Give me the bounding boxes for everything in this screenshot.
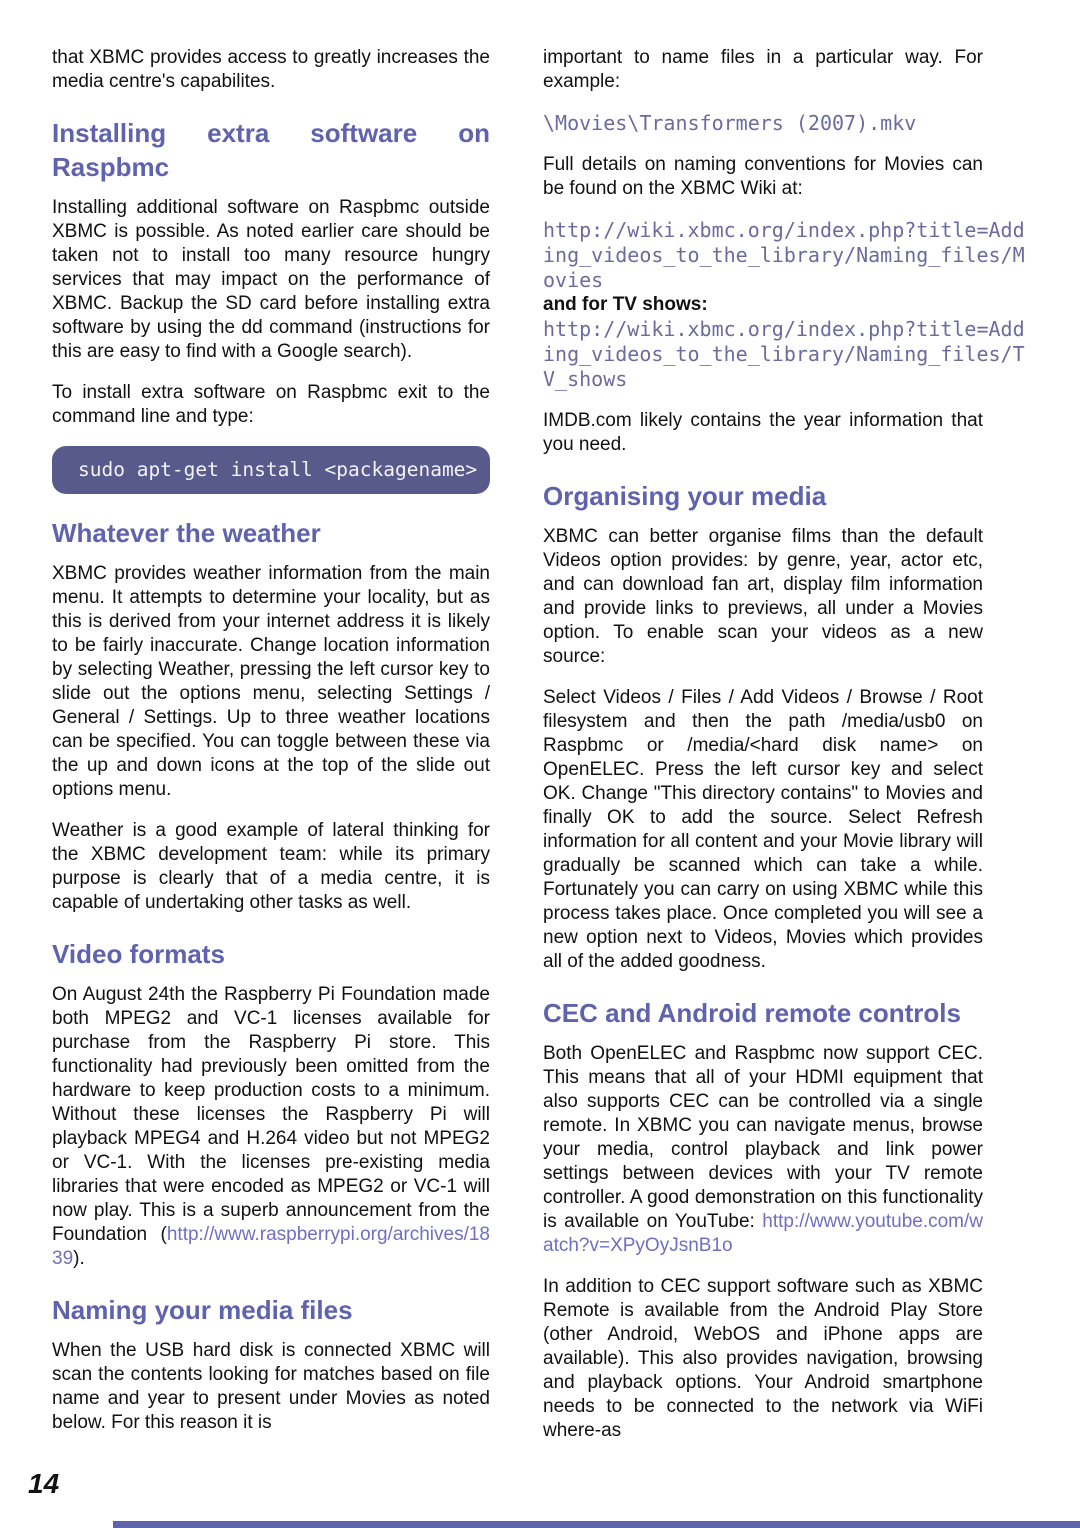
paragraph-installing-2: To install extra software on Raspbmc exit to the command line and type: [52, 382, 490, 427]
raspberrypi-archives-link[interactable]: http://www.raspberrypi.org/archives/1839 [52, 1224, 490, 1269]
section-heading-whatever-the-weather: Whatever the weather [52, 518, 321, 548]
paragraph-weather-1: XBMC provides weather information from the main menu. It attempts to determine your locality, but as this is derived from your internet address it is likely to be fairly inaccurate. Change location information by selecting Weather, pressing the left cursor key to slide out the options menu, selecting Settings / General / Settings. Up to three weather locations can be specified. You can toggle between these via the up and down icons at the top of the slide out options menu. [52, 563, 490, 800]
paragraph-video-formats-text: On August 24th the Raspberry Pi Foundation made both MPEG2 and VC-1 licenses available for purchase from the Raspberry Pi store. This functionality had previously been omitted from the hardware to keep production costs to a minimum. Without these licenses the Raspberry Pi will playback MPEG4 and H.264 video but not MPEG2 or VC-1. With the licenses pre-existing media libraries that were encoded as MPEG2 or VC-1 will now play. This is a superb announcement from the Foundation [52, 984, 490, 1245]
footer-accent-bar [113, 1521, 1080, 1528]
right-column [543, 46, 1035, 1460]
xbmc-wiki-tv-shows-link[interactable]: http://wiki.xbmc.org/index.php?title=Adding_videos_to_the_library/Naming_files/TV_shows [543, 317, 1025, 391]
youtube-demo-link[interactable]: http://www.youtube.com/watch?v=XPyOyJsnB1o [543, 1211, 984, 1256]
paragraph-installing-1: Installing additional software on Raspbmc outside XBMC is possible. As noted earlier care should be taken not to install too many resource hungry services that may impact on the performance of XBMC. Backup the SD card before installing extra software by using the dd command (instructions for this are easy to find with a Google search). [52, 197, 490, 362]
section-heading-installing-extra-software: Installing extra software on Raspbmc [52, 118, 490, 182]
paragraph-continuation-capabilities: that XBMC provides access to greatly increases the media centre's capabilites. [52, 47, 490, 92]
section-heading-video-formats: Video formats [52, 939, 225, 969]
paragraph-organising-2: Select Videos / Files / Add Videos / Browse / Root filesystem and then the path /media/usb0 on Raspbmc or /media/<hard disk name> on OpenELEC. Press the left cursor key and select OK. Change "This directory contains" to Movies and finally OK to add the source. Select Refresh information for all content and your Movie library will gradually be scanned which can take a while. Fortunately you can carry on using XBMC while this process takes place. Once completed you will see a new option next to Videos, Movies which provides all of the added goodness. [543, 687, 983, 972]
paragraph-naming-conventions: Full details on naming conventions for Movies can be found on the XBMC Wiki at: [543, 154, 983, 199]
link-prefix-paren: ( [160, 1224, 167, 1245]
paragraph-video-formats [52, 983, 490, 1271]
paragraph-continuation-naming: important to name files in a particular way. For example: [543, 47, 983, 92]
tv-shows-label: and for TV shows: [543, 294, 708, 315]
example-file-path: \Movies\Transformers (2007).mkv [543, 111, 917, 135]
paragraph-cec-1 [543, 1042, 983, 1258]
section-heading-naming-media-files: Naming your media files [52, 1295, 353, 1325]
page-number: 14 [28, 1468, 60, 1499]
xbmc-wiki-movies-link[interactable]: http://wiki.xbmc.org/index.php?title=Adding_videos_to_the_library/Naming_files/Movies [543, 218, 1025, 292]
paragraph-cec-1-text: Both OpenELEC and Raspbmc now support CEC. This means that all of your HDMI equipment that also supports CEC can be controlled via a single remote. In XBMC you can navigate menus, browse your media, control playback and link power settings between devices with your TV remote controller. A good demonstration on this functionality is available on YouTube: [543, 1043, 983, 1232]
paragraph-imdb: IMDB.com likely contains the year information that you need. [543, 410, 983, 455]
paragraph-naming-1: When the USB hard disk is connected XBMC will scan the contents looking for matches based on file name and year to present under Movies as noted below. For this reason it is [52, 1340, 490, 1433]
paragraph-organising-1: XBMC can better organise films than the default Videos option provides: by genre, year, actor etc, and can download fan art, display film information and provide links to previews, all under a Movies option. To enable scan your videos as a new source: [543, 526, 983, 667]
code-block-apt-get [52, 446, 490, 494]
left-column [52, 46, 490, 1452]
code-text-apt-get: sudo apt-get install <packagename> [78, 458, 478, 481]
link-suffix-paren: ). [73, 1248, 85, 1269]
section-heading-cec-android-remote: CEC and Android remote controls [543, 998, 961, 1028]
paragraph-weather-2: Weather is a good example of lateral thinking for the XBMC development team: while its primary purpose is clearly that of a media centre, it is capable of undertaking other tasks as well. [52, 820, 490, 913]
paragraph-cec-2: In addition to CEC support software such as XBMC Remote is available from the Android Play Store (other Android, WebOS and iPhone apps are available). This also provides navigation, browsing and playback options. Your Android smartphone needs to be connected to the network via WiFi where-as [543, 1276, 983, 1441]
section-heading-organising-your-media: Organising your media [543, 481, 827, 511]
